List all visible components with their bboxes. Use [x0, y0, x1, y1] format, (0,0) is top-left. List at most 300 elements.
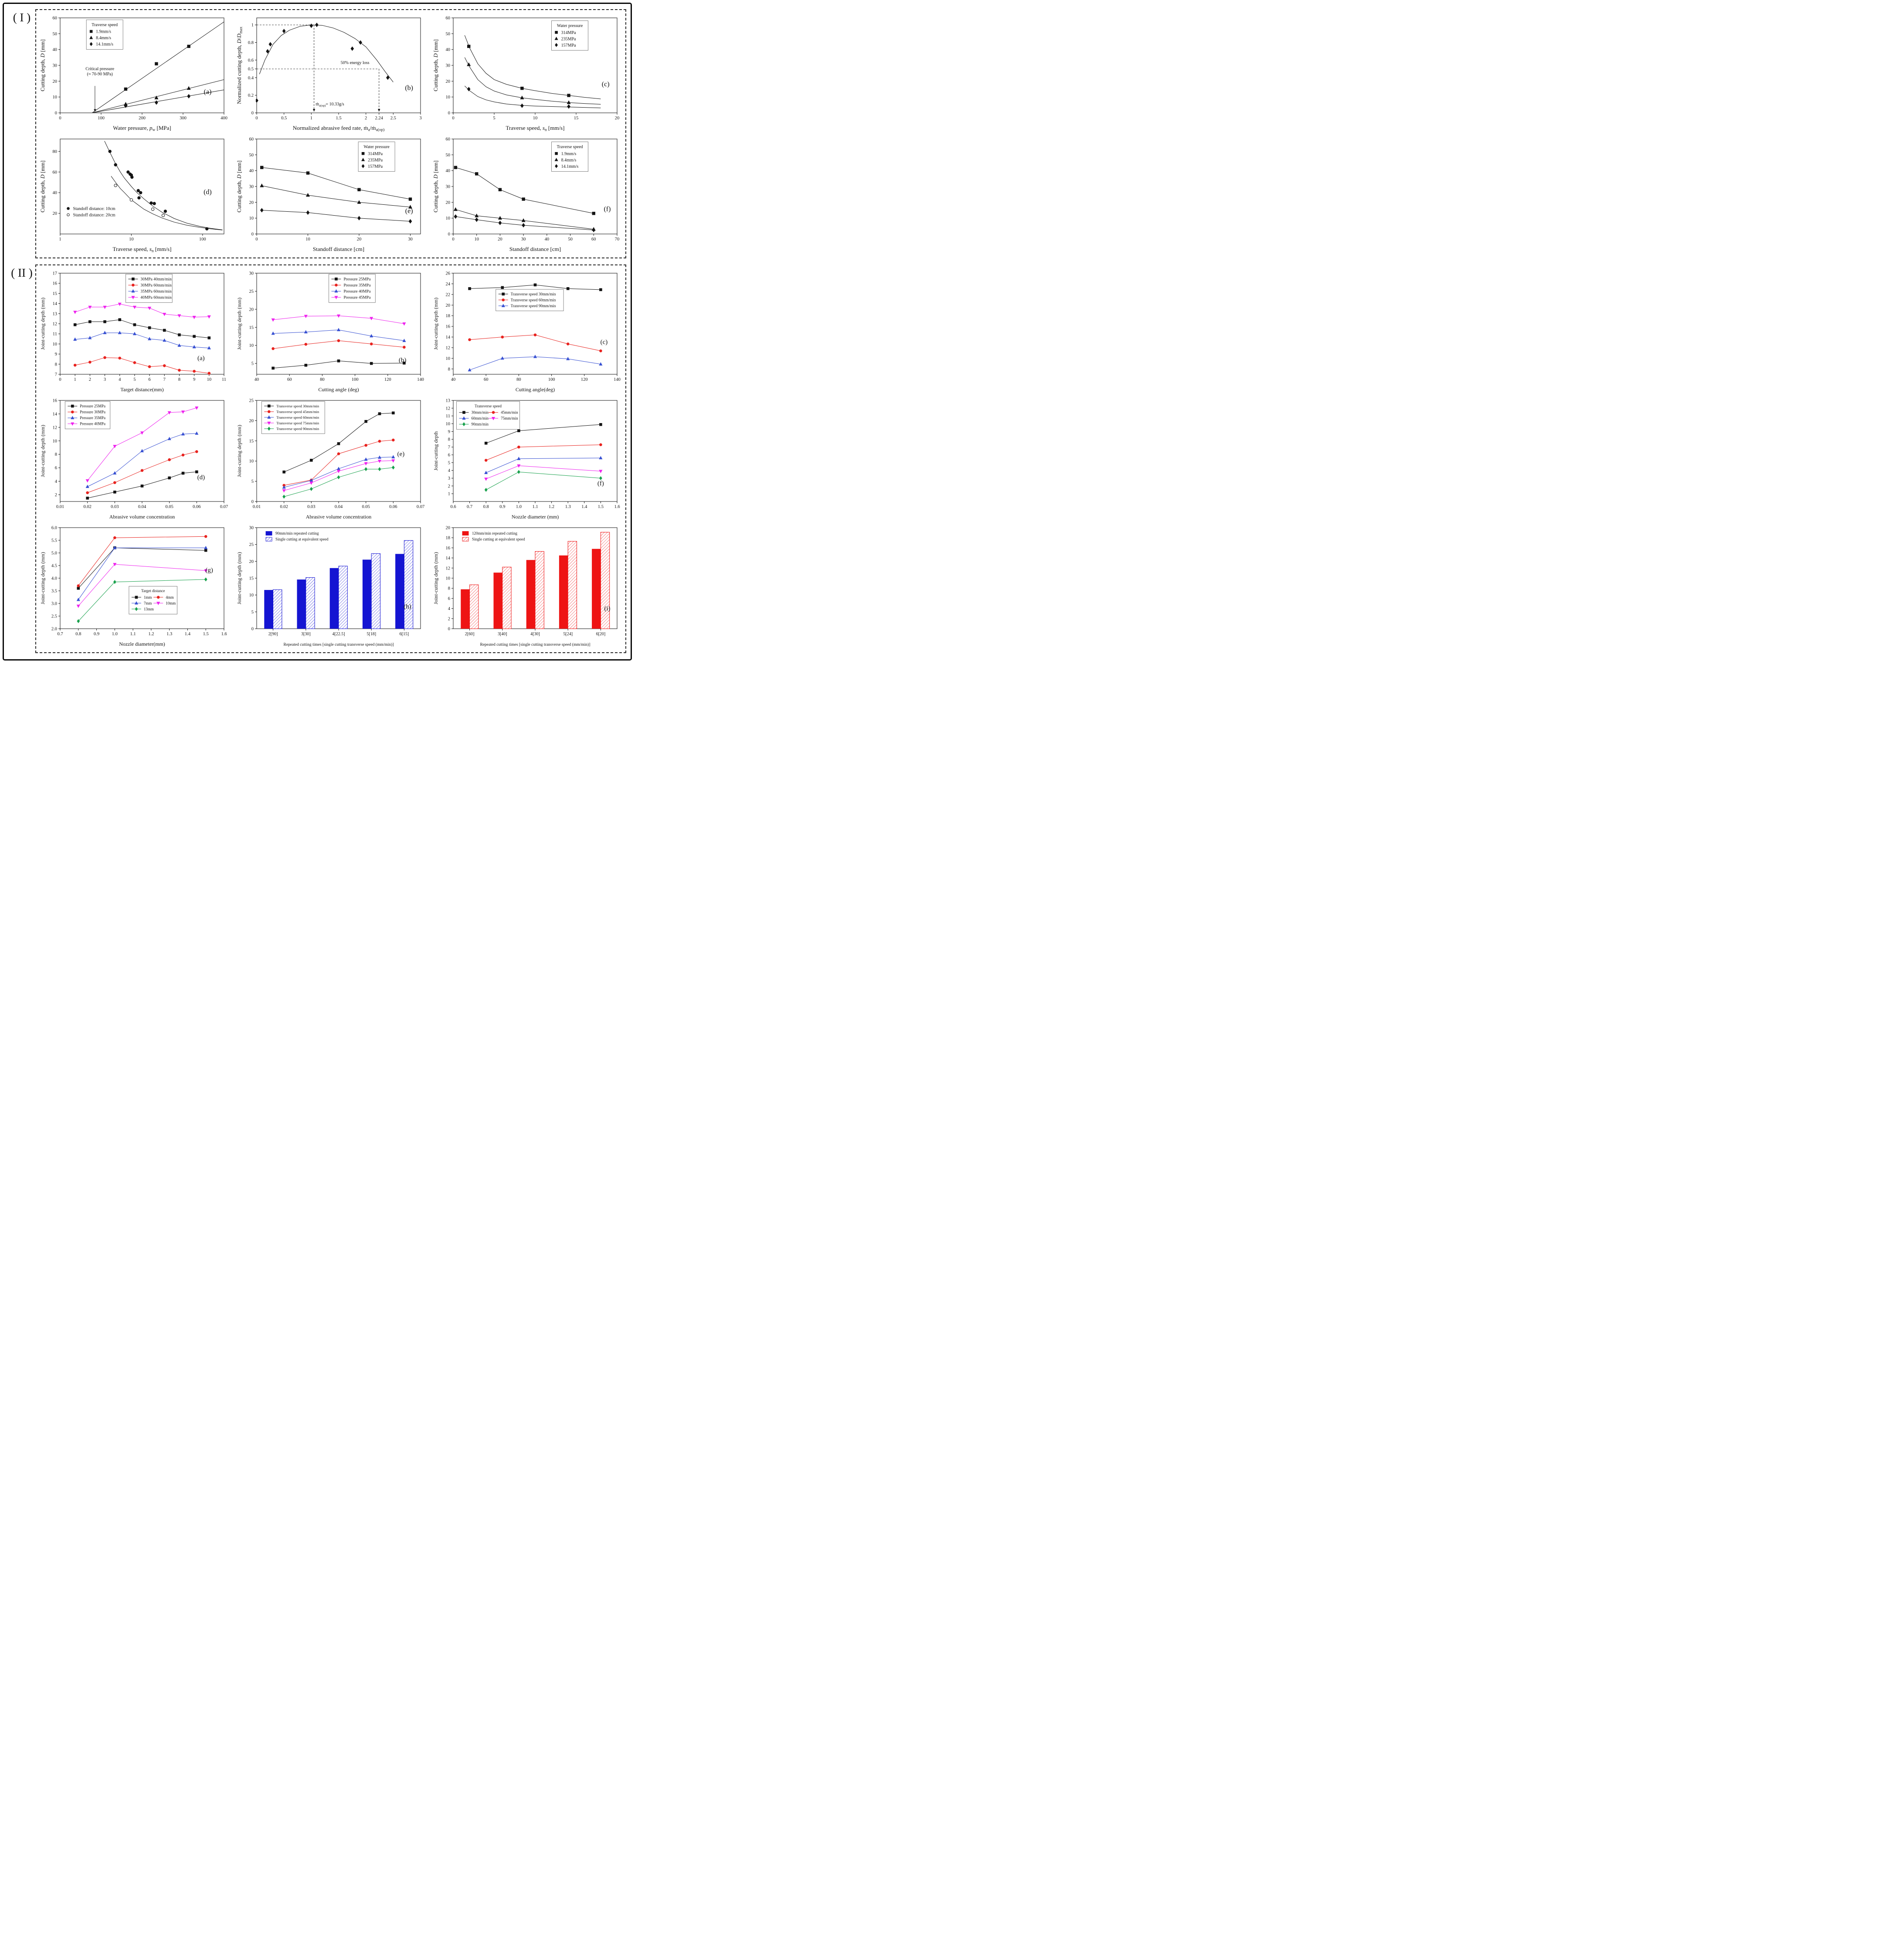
svg-text:80: 80 — [516, 377, 521, 382]
svg-text:Cutting depth, D [mm]: Cutting depth, D [mm] — [236, 160, 242, 213]
svg-text:24: 24 — [445, 281, 450, 287]
svg-text:6: 6 — [448, 453, 450, 458]
svg-text:10: 10 — [445, 216, 450, 221]
svg-text:(c): (c) — [600, 339, 608, 346]
svg-text:20: 20 — [249, 418, 254, 424]
svg-text:30MPa 60mm/min: 30MPa 60mm/min — [140, 283, 172, 288]
svg-text:1.6: 1.6 — [614, 505, 620, 509]
svg-text:12: 12 — [52, 322, 57, 327]
svg-text:1: 1 — [59, 237, 61, 242]
svg-text:30: 30 — [249, 184, 254, 190]
svg-text:10: 10 — [52, 342, 57, 347]
svg-text:Transverse speed: Transverse speed — [475, 403, 502, 408]
svg-text:314MPa: 314MPa — [561, 30, 576, 35]
svg-text:11: 11 — [52, 332, 57, 337]
svg-text:80: 80 — [52, 149, 57, 154]
svg-text:Target distance(mm): Target distance(mm) — [120, 386, 164, 393]
svg-text:3[30]: 3[30] — [301, 632, 311, 637]
svg-text:400: 400 — [221, 116, 227, 121]
svg-text:Joint-cutting depth (mm): Joint-cutting depth (mm) — [236, 552, 242, 604]
svg-text:10: 10 — [249, 343, 254, 349]
svg-text:90mm/min: 90mm/min — [471, 422, 489, 427]
svg-text:2: 2 — [365, 116, 367, 121]
svg-text:2.0: 2.0 — [51, 627, 57, 632]
svg-text:14: 14 — [445, 335, 450, 340]
svg-text:Standoff distance: 20cm: Standoff distance: 20cm — [73, 213, 115, 218]
panel-I — [8, 9, 626, 258]
svg-text:0: 0 — [251, 232, 254, 237]
svg-text:Transverse speed 60mm/min: Transverse speed 60mm/min — [510, 298, 556, 302]
svg-text:0.6: 0.6 — [450, 505, 456, 509]
svg-text:Pressure 25MPa: Pressure 25MPa — [343, 277, 371, 282]
svg-text:2.5: 2.5 — [51, 614, 57, 619]
svg-text:2.24: 2.24 — [375, 116, 383, 121]
svg-text:157MPa: 157MPa — [561, 43, 576, 48]
svg-text:20: 20 — [614, 116, 620, 121]
svg-text:15: 15 — [249, 325, 254, 330]
chart-svg-iid — [38, 396, 230, 522]
svg-text:8: 8 — [178, 377, 181, 382]
svg-text:12: 12 — [445, 346, 450, 351]
svg-text:30: 30 — [445, 184, 450, 190]
svg-text:0.6: 0.6 — [248, 58, 254, 63]
svg-text:11: 11 — [221, 377, 227, 382]
svg-text:Cutting angle(deg): Cutting angle(deg) — [515, 386, 555, 393]
svg-text:5: 5 — [493, 116, 496, 121]
svg-text:6[15]: 6[15] — [399, 632, 409, 637]
chart-ia — [38, 14, 230, 133]
svg-text:(c): (c) — [601, 80, 610, 88]
svg-text:Joint-cutting depth (mm): Joint-cutting depth (mm) — [433, 298, 439, 350]
svg-text:0.7: 0.7 — [57, 632, 63, 637]
svg-text:50: 50 — [249, 152, 254, 158]
svg-text:2.5: 2.5 — [390, 116, 396, 121]
svg-text:14.1mm/s: 14.1mm/s — [96, 42, 113, 47]
svg-text:3: 3 — [448, 476, 450, 481]
svg-text:0.5: 0.5 — [248, 67, 254, 72]
svg-text:25: 25 — [249, 289, 254, 294]
svg-text:30: 30 — [521, 237, 526, 242]
chart-svg-iih — [235, 523, 427, 649]
svg-text:0: 0 — [448, 627, 450, 632]
svg-text:Traverse speed, sn [mm/s]: Traverse speed, sn [mm/s] — [506, 125, 565, 132]
svg-text:4mm: 4mm — [166, 595, 174, 600]
svg-text:15: 15 — [249, 576, 254, 581]
svg-text:60: 60 — [287, 377, 292, 382]
svg-text:157MPa: 157MPa — [368, 164, 383, 169]
svg-text:Critical pressure(≈ 70-90 MPa): Critical pressure (≈ 70-90 MPa) — [85, 66, 115, 77]
chart-svg-iff — [431, 135, 623, 254]
svg-text:Pressure 35MPa: Pressure 35MPa — [343, 283, 371, 288]
svg-text:0: 0 — [54, 111, 57, 116]
svg-text:30: 30 — [408, 237, 413, 242]
svg-text:8: 8 — [448, 437, 450, 442]
svg-text:(d): (d) — [197, 474, 205, 481]
svg-text:(g): (g) — [205, 567, 213, 574]
svg-text:0.5: 0.5 — [281, 116, 287, 121]
svg-text:Joint-cutting depth (mm): Joint-cutting depth (mm) — [40, 552, 46, 604]
svg-text:0: 0 — [448, 232, 450, 237]
svg-text:5: 5 — [133, 377, 136, 382]
svg-text:Traverse speed: Traverse speed — [92, 22, 118, 27]
svg-text:10: 10 — [445, 95, 450, 100]
svg-text:60mm/min: 60mm/min — [471, 416, 489, 421]
svg-text:75mm/min: 75mm/min — [501, 416, 518, 421]
svg-text:7: 7 — [163, 377, 166, 382]
svg-text:1: 1 — [448, 491, 450, 497]
svg-text:0: 0 — [251, 111, 254, 116]
chart-ic — [431, 14, 623, 133]
svg-text:0.8: 0.8 — [483, 505, 489, 509]
svg-text:4.5: 4.5 — [51, 563, 57, 569]
svg-text:30mm/min: 30mm/min — [471, 410, 489, 415]
svg-text:0.07: 0.07 — [220, 505, 228, 509]
svg-text:Pressure 40MPa: Pressure 40MPa — [80, 421, 106, 426]
svg-text:20: 20 — [52, 211, 57, 217]
svg-text:Joint-cutting depth (mm): Joint-cutting depth (mm) — [40, 298, 46, 350]
svg-text:8: 8 — [54, 452, 57, 457]
svg-text:10: 10 — [305, 237, 310, 242]
svg-text:Cutting depth, D [mm]: Cutting depth, D [mm] — [432, 160, 439, 213]
svg-text:3.5: 3.5 — [51, 589, 57, 594]
svg-text:4[22.5]: 4[22.5] — [332, 632, 345, 637]
svg-text:1.2: 1.2 — [148, 632, 154, 637]
svg-text:Abrasive volume concentration: Abrasive volume concentration — [109, 514, 175, 520]
svg-text:14: 14 — [52, 302, 57, 307]
panel-I-box — [35, 9, 626, 258]
chart-iii — [431, 523, 623, 649]
chart-svg-iib — [235, 269, 427, 394]
svg-text:40: 40 — [544, 237, 550, 242]
chart-iic — [431, 269, 623, 394]
svg-text:0: 0 — [251, 499, 254, 505]
svg-text:90mm/min repeated cutting: 90mm/min repeated cutting — [275, 531, 319, 536]
svg-text:0.01: 0.01 — [56, 505, 64, 509]
chart-svg-ie — [235, 135, 427, 254]
svg-text:20: 20 — [249, 307, 254, 312]
svg-text:1.4: 1.4 — [581, 505, 587, 509]
svg-text:20: 20 — [445, 303, 450, 308]
svg-text:5: 5 — [448, 461, 450, 466]
svg-text:14: 14 — [445, 556, 450, 561]
svg-text:9: 9 — [193, 377, 196, 382]
chart-svg-ib — [235, 14, 427, 133]
svg-text:Water pressure, pw [MPa]: Water pressure, pw [MPa] — [113, 125, 171, 132]
svg-text:0.03: 0.03 — [111, 505, 119, 509]
svg-text:22: 22 — [445, 292, 450, 298]
chart-iid — [38, 396, 230, 522]
svg-text:4.0: 4.0 — [51, 576, 57, 581]
svg-text:Repeated cutting times [single: Repeated cutting times [single cutting transverse speed (mm/min)] — [283, 643, 394, 647]
svg-text:Traverse speed: Traverse speed — [557, 145, 583, 150]
svg-text:Normalized abrasive feed rate,: Normalized abrasive feed rate, ṁa/ṁa(op) — [292, 125, 385, 132]
svg-text:Transverse speed 75mm/min: Transverse speed 75mm/min — [276, 420, 319, 425]
svg-text:4[30]: 4[30] — [530, 632, 540, 637]
svg-text:25: 25 — [249, 398, 254, 403]
svg-text:1.0: 1.0 — [516, 505, 522, 509]
svg-text:1.5: 1.5 — [336, 116, 342, 121]
svg-text:5: 5 — [251, 610, 254, 615]
svg-text:4: 4 — [448, 606, 450, 612]
svg-text:7: 7 — [448, 445, 450, 450]
svg-text:1: 1 — [74, 377, 76, 382]
panel-II-box — [35, 264, 626, 653]
svg-text:20: 20 — [249, 200, 254, 205]
chart-iie — [235, 396, 427, 522]
chart-iib — [235, 269, 427, 394]
svg-text:10: 10 — [445, 576, 450, 581]
svg-text:Cutting depth, D [mm]: Cutting depth, D [mm] — [432, 39, 439, 91]
svg-text:20: 20 — [249, 559, 254, 564]
svg-text:40: 40 — [249, 169, 254, 174]
chart-svg-iia — [38, 269, 230, 394]
svg-text:40: 40 — [445, 169, 450, 174]
svg-text:20: 20 — [498, 237, 502, 242]
svg-text:(a): (a) — [197, 355, 205, 362]
svg-text:4: 4 — [119, 377, 121, 382]
svg-text:60: 60 — [483, 377, 489, 382]
svg-text:0.02: 0.02 — [83, 505, 92, 509]
svg-text:10: 10 — [445, 422, 450, 427]
panel-II-chart-grid — [38, 269, 623, 649]
svg-text:18: 18 — [445, 535, 450, 541]
svg-text:8.4mm/s: 8.4mm/s — [96, 36, 111, 41]
chart-svg-iic — [431, 269, 623, 394]
svg-text:0: 0 — [59, 377, 61, 382]
svg-text:Joint-cutting depth (mm): Joint-cutting depth (mm) — [40, 425, 46, 477]
svg-text:10: 10 — [129, 237, 134, 242]
svg-text:120: 120 — [580, 377, 588, 382]
svg-text:0.06: 0.06 — [389, 505, 397, 509]
svg-text:50: 50 — [568, 237, 573, 242]
svg-text:(d): (d) — [204, 188, 212, 196]
svg-text:1.9mm/s: 1.9mm/s — [561, 151, 577, 156]
svg-text:3[40]: 3[40] — [497, 632, 507, 637]
svg-text:40: 40 — [52, 190, 57, 196]
svg-text:26: 26 — [445, 271, 450, 276]
svg-text:(b): (b) — [405, 84, 414, 92]
panel-I-chart-grid — [38, 14, 623, 254]
svg-text:235MPa: 235MPa — [368, 158, 383, 163]
svg-text:1.3: 1.3 — [565, 505, 571, 509]
svg-text:0: 0 — [452, 237, 455, 242]
svg-text:0.04: 0.04 — [138, 505, 146, 509]
svg-text:1.2: 1.2 — [549, 505, 555, 509]
svg-text:0: 0 — [255, 237, 258, 242]
svg-text:Single cutting at equivalent s: Single cutting at equivalent speed — [472, 537, 525, 542]
svg-text:13: 13 — [52, 312, 57, 317]
svg-text:60: 60 — [445, 16, 450, 21]
svg-text:17: 17 — [52, 271, 57, 276]
svg-text:6.0: 6.0 — [51, 525, 57, 531]
chart-svg-iif — [431, 396, 623, 522]
svg-text:(i): (i) — [604, 605, 611, 613]
svg-text:10: 10 — [249, 593, 254, 598]
svg-text:Pressure 25MPa: Pressure 25MPa — [80, 404, 106, 409]
chart-iff — [431, 135, 623, 254]
svg-text:314MPa: 314MPa — [368, 151, 383, 156]
svg-text:1.1: 1.1 — [130, 632, 136, 637]
svg-text:50% energy loss: 50% energy loss — [340, 60, 370, 65]
svg-text:0: 0 — [255, 116, 258, 121]
panel-II-label: ( II ) — [11, 266, 33, 279]
svg-text:3: 3 — [419, 116, 422, 121]
svg-text:Transverse speed 30mm/min: Transverse speed 30mm/min — [276, 403, 319, 408]
svg-text:2[90]: 2[90] — [268, 632, 278, 637]
svg-text:0.4: 0.4 — [248, 75, 254, 81]
svg-text:1.3: 1.3 — [166, 632, 173, 637]
svg-text:Pressure 35MPa: Pressure 35MPa — [80, 416, 106, 420]
svg-text:Transverse speed 90mm/min: Transverse speed 90mm/min — [276, 426, 319, 431]
chart-svg-ic — [431, 14, 623, 133]
svg-text:15: 15 — [249, 439, 254, 444]
svg-text:20: 20 — [356, 237, 362, 242]
svg-text:10: 10 — [445, 356, 450, 361]
svg-text:140: 140 — [417, 377, 424, 382]
svg-text:13mm: 13mm — [143, 606, 154, 611]
svg-text:Nozzle diameter(mm): Nozzle diameter(mm) — [119, 641, 165, 647]
svg-text:10: 10 — [52, 95, 57, 100]
svg-text:10: 10 — [52, 439, 57, 444]
svg-text:10: 10 — [207, 377, 212, 382]
svg-text:20: 20 — [52, 79, 57, 84]
svg-text:Abrasive volume concentration: Abrasive volume concentration — [305, 514, 372, 520]
svg-text:100: 100 — [199, 237, 206, 242]
svg-text:Transverse speed 60mm/min: Transverse speed 60mm/min — [276, 415, 319, 420]
svg-text:9: 9 — [448, 429, 450, 434]
svg-text:8.4mm/s: 8.4mm/s — [561, 158, 577, 163]
svg-text:5.0: 5.0 — [51, 551, 57, 556]
chart-svg-iig — [38, 523, 230, 649]
svg-text:120mm/min repeated cutting: 120mm/min repeated cutting — [472, 531, 518, 536]
svg-text:50: 50 — [445, 152, 450, 158]
svg-text:60: 60 — [591, 237, 596, 242]
svg-text:ṁa(op)= 10.33g/s: ṁ$_{a(op)}$= 10.33g/s — [316, 102, 344, 108]
chart-ib — [235, 14, 427, 133]
svg-text:(f): (f) — [604, 205, 611, 213]
svg-text:7: 7 — [54, 372, 57, 377]
svg-text:9: 9 — [54, 352, 57, 357]
svg-text:60: 60 — [52, 16, 57, 21]
chart-iig — [38, 523, 230, 649]
svg-text:0.9: 0.9 — [93, 632, 100, 637]
svg-text:3: 3 — [103, 377, 106, 382]
svg-text:235MPa: 235MPa — [561, 37, 576, 42]
svg-text:1.4: 1.4 — [184, 632, 191, 637]
svg-text:18: 18 — [445, 314, 450, 319]
svg-text:40: 40 — [254, 377, 259, 382]
svg-text:0.01: 0.01 — [252, 505, 261, 509]
chart-svg-iii — [431, 523, 623, 649]
svg-text:Pressure 40MPa: Pressure 40MPa — [343, 289, 371, 294]
svg-text:35MPa 60mm/min: 35MPa 60mm/min — [140, 289, 172, 294]
svg-text:7mm: 7mm — [143, 601, 152, 606]
svg-text:10: 10 — [474, 237, 479, 242]
svg-text:Cutting depth, D [mm]: Cutting depth, D [mm] — [39, 39, 46, 91]
svg-text:60: 60 — [52, 170, 57, 175]
svg-text:1.5: 1.5 — [203, 632, 209, 637]
svg-text:200: 200 — [139, 116, 146, 121]
svg-text:0.06: 0.06 — [193, 505, 201, 509]
chart-svg-ia — [38, 14, 230, 133]
svg-text:0.9: 0.9 — [499, 505, 506, 509]
svg-text:Joint-cutting depth (mm): Joint-cutting depth (mm) — [433, 552, 439, 604]
svg-text:0.8: 0.8 — [248, 41, 254, 46]
svg-text:20: 20 — [445, 525, 450, 531]
svg-text:4: 4 — [448, 468, 450, 474]
svg-text:1.1: 1.1 — [532, 505, 538, 509]
svg-text:100: 100 — [351, 377, 359, 382]
svg-text:Target distance: Target distance — [141, 589, 165, 593]
svg-text:1: 1 — [251, 23, 254, 28]
svg-text:0: 0 — [251, 627, 254, 632]
svg-text:Single cutting at equivalent s: Single cutting at equivalent speed — [275, 537, 329, 542]
chart-idd — [38, 135, 230, 254]
chart-ie — [235, 135, 427, 254]
svg-text:(e): (e) — [397, 451, 405, 458]
svg-text:14.1mm/s: 14.1mm/s — [561, 164, 579, 169]
svg-text:15: 15 — [574, 116, 579, 121]
chart-iif — [431, 396, 623, 522]
svg-text:30: 30 — [445, 63, 450, 68]
panel-I-label: ( I ) — [13, 11, 31, 24]
svg-text:12: 12 — [445, 566, 450, 571]
svg-text:2: 2 — [448, 484, 450, 489]
svg-text:16: 16 — [445, 324, 450, 329]
chart-iia — [38, 269, 230, 394]
svg-text:30: 30 — [249, 525, 254, 531]
svg-text:10: 10 — [249, 216, 254, 221]
svg-text:0.04: 0.04 — [334, 505, 343, 509]
svg-text:5: 5 — [251, 361, 254, 366]
svg-text:(f): (f) — [597, 480, 604, 487]
svg-text:140: 140 — [614, 377, 621, 382]
svg-text:20: 20 — [445, 79, 450, 84]
svg-text:5.5: 5.5 — [51, 538, 57, 543]
chart-iih — [235, 523, 427, 649]
svg-text:1.6: 1.6 — [221, 632, 227, 637]
svg-text:0.02: 0.02 — [280, 505, 288, 509]
svg-text:30: 30 — [249, 271, 254, 276]
svg-text:8: 8 — [54, 362, 57, 367]
svg-text:Joint-cutting depth: Joint-cutting depth — [433, 431, 439, 471]
svg-text:2: 2 — [54, 493, 57, 498]
svg-text:Standoff distance: 10cm: Standoff distance: 10cm — [73, 206, 115, 211]
svg-text:(b): (b) — [398, 357, 407, 364]
svg-text:40MPa 60mm/min: 40MPa 60mm/min — [140, 295, 172, 300]
svg-text:0: 0 — [59, 116, 61, 121]
svg-text:8: 8 — [448, 586, 450, 591]
svg-text:5[24]: 5[24] — [563, 632, 573, 637]
svg-text:15: 15 — [52, 291, 57, 296]
panel-II — [8, 264, 626, 653]
svg-text:Repeated cutting times [single: Repeated cutting times [single cutting transverse speed (mm/min)] — [480, 643, 591, 647]
svg-text:Nozzle diameter (mm): Nozzle diameter (mm) — [511, 514, 559, 520]
svg-text:Water pressure: Water pressure — [363, 145, 390, 150]
svg-text:45mm/min: 45mm/min — [501, 410, 518, 415]
svg-text:14: 14 — [52, 412, 57, 417]
svg-text:5: 5 — [251, 479, 254, 484]
svg-text:1mm: 1mm — [143, 595, 152, 600]
svg-text:25: 25 — [249, 542, 254, 548]
svg-text:1.0: 1.0 — [112, 632, 118, 637]
svg-text:70: 70 — [614, 237, 620, 242]
svg-text:12: 12 — [445, 406, 450, 411]
svg-text:40: 40 — [445, 47, 450, 53]
svg-text:120: 120 — [384, 377, 391, 382]
chart-svg-iie — [235, 396, 427, 522]
svg-text:Pressure 45MPa: Pressure 45MPa — [343, 295, 371, 300]
